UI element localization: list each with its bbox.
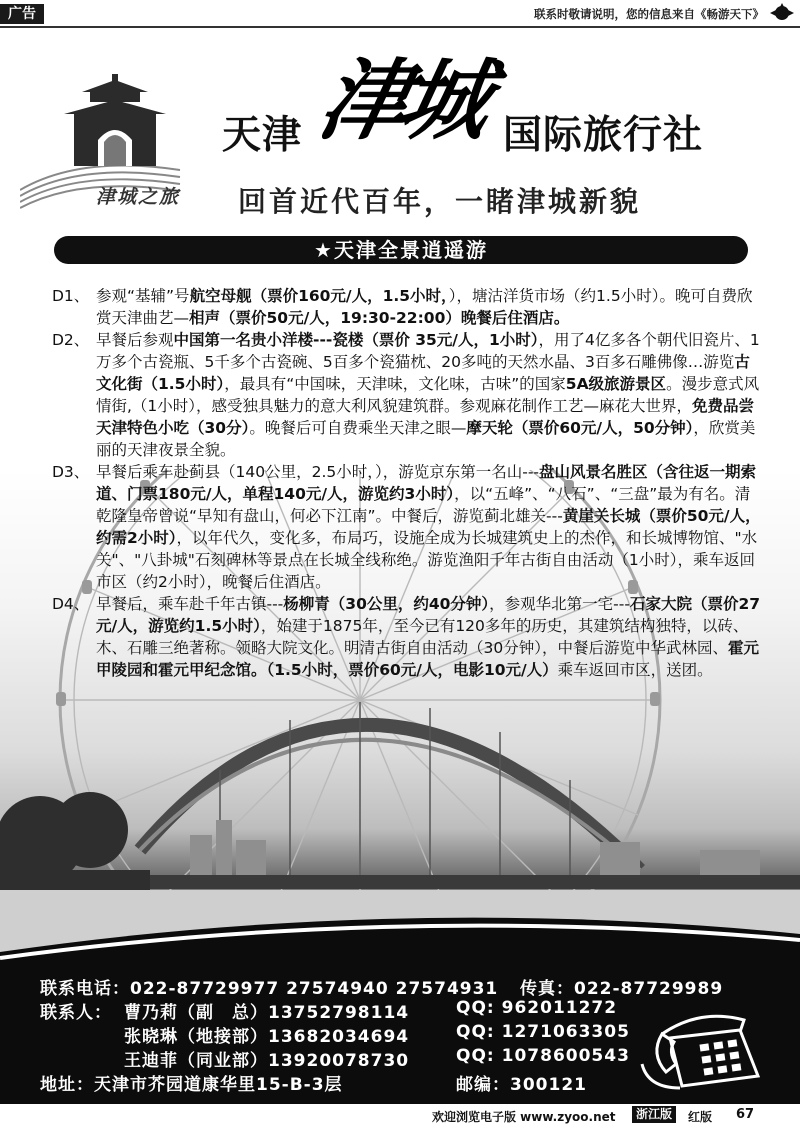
contact-mobile: 13920078730 [268,1051,410,1071]
postcode: 300121 [510,1075,587,1095]
highlight-text: 相声（票价50元/人，19:30-22:00）晚餐后住酒店。 [189,309,570,327]
qq-number: 962011272 [501,998,618,1018]
contact-row [124,1046,409,1071]
tour-title-banner: ★天津全景逍遥游 [54,236,748,264]
description-text: ，以年代久，变化多，布局巧，设施全成为长城建筑史上的杰作，和长城博物馆、"水关"、"八卦城"石刻碑林等景点在长城全线称绝。游览渔阳千年古街自由活动（1小时），乘车返回市区（约2小时），晚餐后住酒店。 [96,529,758,591]
description-text: 乘车返回市区，送团。 [557,661,713,679]
edition-badge: 浙江版 [632,1106,676,1123]
itinerary-day [52,285,762,329]
description-text: ，用了4亿多各个朝代旧瓷片、1万多个古瓷瓶、5千多个古瓷碗、5百多个瓷猫枕、20多吨的天然水晶、3百多石雕佛像…游览 [96,331,760,371]
welcome-text: 欢迎浏览电子版 www.zyoo.net [432,1110,616,1124]
tagline: 回首近代百年，一睹津城新貌 [238,185,642,218]
edition-color: 红版 [688,1110,713,1124]
city-gate-icon [60,74,170,169]
fax-number: 022-87729989 [574,979,724,999]
highlight-text: 古文化街（1.5小时） [96,353,750,393]
address: 天津市芥园道康华里15-B-3层 [94,1075,343,1095]
page-number: 67 [736,1107,755,1122]
qq-number: 1078600543 [501,1046,630,1066]
contact-name: 曹乃莉（副 总） [124,1003,268,1023]
highlight-text: 石家大院（票价27元/人，游览约1.5小时） [96,595,761,635]
qq-label: QQ: [456,1046,495,1066]
description-text: 参观“基辅”号 [96,287,190,305]
highlight-text: 免费品尝天津特色小吃（30分） [96,397,755,437]
magazine-mascot-icon [768,2,796,24]
description-text: 早餐后参观 [96,331,174,349]
phone-label: 联系电话： [40,979,130,999]
brand-calligraphy: 津城 [310,48,494,152]
description-text: 早餐后乘车赴蓟县（140公里，2.5小时，），游览京东第一名山--- [96,463,540,481]
highlight-text: 霍元甲陵园和霍元甲纪念馆。（1.5小时，票价60元/人，电影10元/人） [96,639,759,679]
contact-row [124,998,409,1023]
contact-mobile: 13682034694 [268,1027,410,1047]
description-text: 早餐后，乘车赴千年古镇--- [96,595,284,613]
agency-name-prefix: 天津 [222,113,303,158]
day-label: D2、 [52,331,90,349]
telephone-icon [640,1004,768,1090]
script-slogan: 津城之旅 [96,186,181,208]
description-text: ），塘沽洋货市场（约1.5小时）。晚可自费欣赏天津曲艺— [96,287,753,327]
contact-name: 张晓琳（地接部） [124,1027,268,1047]
contact-name: 王迪菲（同业部） [124,1051,268,1071]
qq-number: 1271063305 [501,1022,630,1042]
highlight-text: 中国第一名贵小洋楼---瓷楼（票价 35元/人，1小时） [173,331,539,349]
top-divider [0,26,800,28]
contact-panel [0,960,800,1104]
phone-numbers: 022-87729977 27574940 27574931 [130,979,499,999]
itinerary-day [52,461,762,593]
highlight-text: 5A级旅游景区 [565,375,667,393]
day-label: D4、 [52,595,90,613]
contact-mobile: 13752798114 [268,1003,410,1023]
footer-wave [0,904,800,974]
itinerary-day [52,329,762,461]
agency-name-suffix: 国际旅行社 [503,113,704,158]
description-text: ，以“五峰”、“八石”、“三盘”最为有名。清乾隆皇帝曾说“早知有盘山，何必下江南”。中餐后，游览蓟北雄关--- [96,485,751,525]
qq-label: QQ: [456,998,495,1018]
description-text: 。晚餐后可自费乘坐天津之眼— [249,419,467,437]
highlight-text: 黄崖关长城（票价50元/人，约需2小时） [96,507,761,547]
ad-tag: 广告 [0,4,44,24]
day-description [96,595,760,679]
fax-label: 传真： [520,979,574,999]
contact-row [124,1022,409,1047]
highlight-text: 杨柳青（30公里，约40分钟） [283,595,490,613]
description-text: ，欣赏美丽的天津夜景全貌。 [96,419,756,459]
day-label: D1、 [52,287,90,305]
highlight-text: 盘山风景名胜区（含往返一期索道、门票180元/人，单程140元/人，游览约3小时） [96,463,757,503]
postcode-label: 邮编： [456,1075,510,1095]
description-text: ，始建于1875年，至今已有120多年的历史，其建筑结构独特，以砖、木、石雕三绝著称。领略大院文化。明清古街自由活动（30分钟），中餐后游览中华武林园、 [96,617,749,657]
itinerary [52,285,762,681]
contacts-label: 联系人： [40,1003,112,1023]
description-text: ，参观华北第一宅--- [489,595,630,613]
description-text: ，最具有“中国味，天津味，文化味，古味”的国家 [224,375,566,393]
description-text: 。漫步意式风情街,（1小时），感受独具魅力的意大利风貌建筑群。参观麻花制作工艺—麻花大世界， [96,375,760,415]
itinerary-day [52,593,762,681]
qq-label: QQ: [456,1022,495,1042]
page-footer [0,1104,800,1126]
day-description [96,287,752,327]
day-description [96,331,760,459]
address-label: 地址： [40,1075,94,1095]
highlight-text: 航空母舰（票价160元/人，1.5小时， [189,287,449,305]
day-label: D3、 [52,463,90,481]
day-description [96,463,761,591]
highlight-text: 摩天轮（票价60元/人，50分钟） [466,419,694,437]
source-notice: 联系时敬请说明，您的信息来自《畅游天下》 [534,7,764,21]
